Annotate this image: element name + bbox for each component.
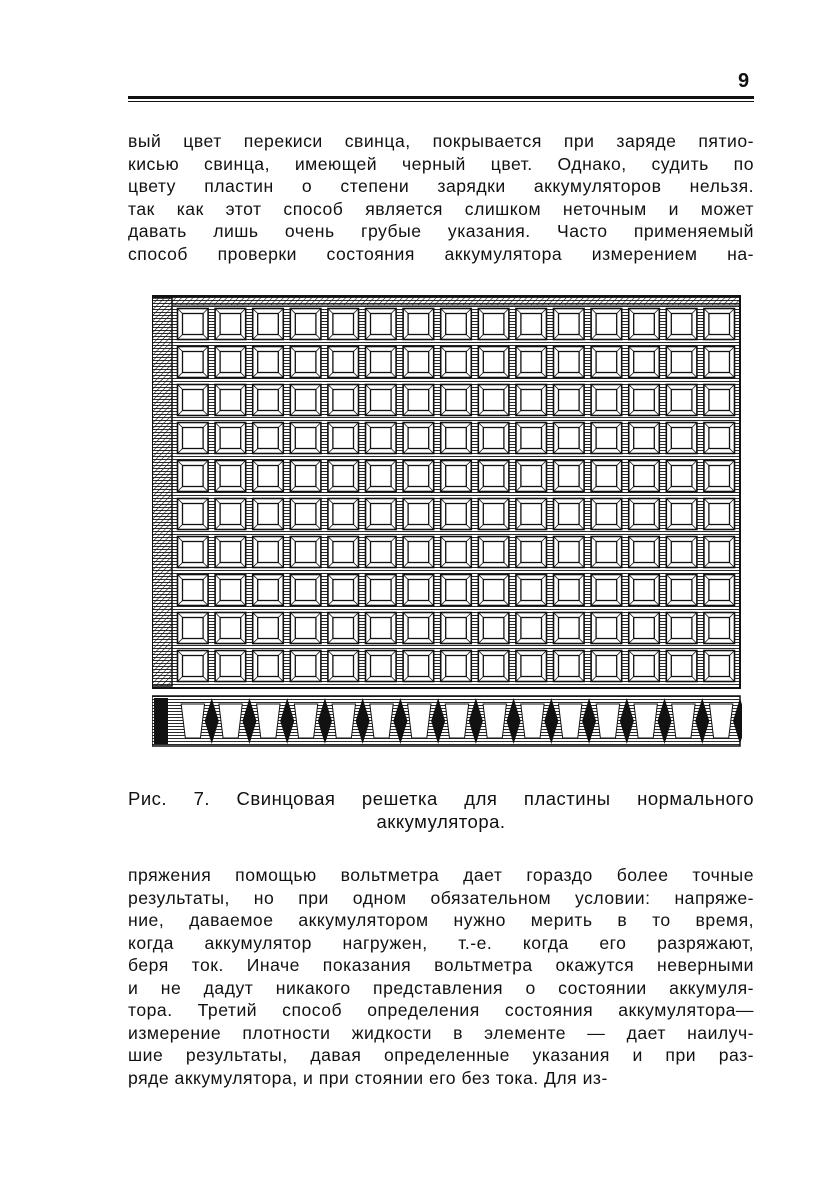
grid-cell bbox=[178, 651, 209, 682]
grid-cell bbox=[328, 537, 359, 568]
grid-cell bbox=[178, 461, 209, 492]
grid-cell bbox=[478, 309, 509, 340]
grid-cell bbox=[328, 461, 359, 492]
grid-cell bbox=[366, 423, 397, 454]
grid-cell bbox=[290, 461, 321, 492]
grid-cell bbox=[253, 423, 284, 454]
grid-cell bbox=[704, 385, 735, 416]
grid-cell bbox=[290, 575, 321, 606]
text-line: цвету пластин о степени зарядки аккумуляторов нельзя. bbox=[128, 176, 754, 196]
grid-cell bbox=[704, 347, 735, 378]
grid-cell bbox=[516, 575, 547, 606]
grid-cell bbox=[290, 309, 321, 340]
grid-cell bbox=[516, 499, 547, 530]
grid-cell bbox=[478, 461, 509, 492]
text-line: тора. Третий способ определения состояния аккумулятора— bbox=[128, 1000, 754, 1020]
grid-cell bbox=[441, 385, 472, 416]
grid-cell bbox=[478, 423, 509, 454]
grid-cell bbox=[290, 613, 321, 644]
grid-cell bbox=[328, 423, 359, 454]
grid-cell bbox=[366, 347, 397, 378]
text-line: пряжения помощью вольтметра дает гораздо более точные bbox=[128, 865, 754, 885]
grid-cell bbox=[666, 309, 697, 340]
grid-cell bbox=[591, 651, 622, 682]
grid-cell bbox=[478, 347, 509, 378]
grid-cell bbox=[629, 651, 660, 682]
grid-cell bbox=[178, 499, 209, 530]
grid-cell bbox=[516, 347, 547, 378]
grid-cell bbox=[366, 461, 397, 492]
grid-cell bbox=[441, 613, 472, 644]
profile-trapezoid bbox=[332, 704, 355, 738]
grid-cell bbox=[591, 537, 622, 568]
profile-trapezoid bbox=[521, 704, 544, 738]
grid-cell bbox=[328, 385, 359, 416]
grid-cell bbox=[328, 309, 359, 340]
grid-cell bbox=[478, 499, 509, 530]
grid-cell bbox=[478, 575, 509, 606]
grid-cell bbox=[591, 309, 622, 340]
lead-grid-illustration bbox=[152, 293, 742, 753]
grid-cell bbox=[441, 423, 472, 454]
grid-cell bbox=[629, 309, 660, 340]
grid-cell bbox=[215, 461, 246, 492]
grid-cell bbox=[253, 461, 284, 492]
grid-cell bbox=[215, 613, 246, 644]
grid-cell bbox=[516, 423, 547, 454]
grid-cell bbox=[290, 651, 321, 682]
grid-cell bbox=[554, 309, 585, 340]
profile-trapezoid bbox=[559, 704, 582, 738]
grid-cell bbox=[516, 537, 547, 568]
text-line: кисью свинца, имеющей черный цвет. Однако, судить по bbox=[128, 153, 754, 174]
grid-cell bbox=[178, 423, 209, 454]
grid-cell bbox=[704, 461, 735, 492]
grid-cell bbox=[554, 613, 585, 644]
profile-trapezoid bbox=[596, 704, 619, 738]
grid-cell bbox=[366, 385, 397, 416]
grid-cell bbox=[629, 385, 660, 416]
grid-cell bbox=[666, 499, 697, 530]
grid-cell bbox=[629, 575, 660, 606]
grid-cell bbox=[666, 537, 697, 568]
grid-cell bbox=[215, 575, 246, 606]
grid-cell bbox=[704, 575, 735, 606]
text-line: измерение плотности жидкости в элементе — дает наилуч- bbox=[128, 1022, 754, 1043]
grid-cell bbox=[403, 423, 434, 454]
grid-cell bbox=[629, 461, 660, 492]
grid-cell bbox=[366, 575, 397, 606]
grid-cell bbox=[215, 499, 246, 530]
caption-line: аккумулятора. bbox=[376, 811, 506, 832]
grid-cell bbox=[591, 575, 622, 606]
grid-cell bbox=[215, 309, 246, 340]
grid-cell bbox=[666, 575, 697, 606]
grid-cell bbox=[215, 537, 246, 568]
grid-cell bbox=[704, 613, 735, 644]
grid-cell bbox=[591, 461, 622, 492]
figure-lead-grid bbox=[152, 293, 742, 753]
text-line: результаты, но при одном обязательном условии: напряже- bbox=[128, 887, 754, 908]
grid-cell bbox=[704, 423, 735, 454]
grid-cell bbox=[253, 613, 284, 644]
paragraph-bottom bbox=[128, 864, 754, 1089]
grid-top-border bbox=[172, 296, 740, 305]
grid-cell bbox=[253, 537, 284, 568]
grid-cell bbox=[704, 651, 735, 682]
grid-cell bbox=[253, 575, 284, 606]
grid-left-border bbox=[152, 298, 172, 686]
grid-cell bbox=[629, 499, 660, 530]
grid-cell bbox=[629, 537, 660, 568]
grid-cell bbox=[478, 613, 509, 644]
page-number: 9 bbox=[738, 70, 750, 92]
profile-trapezoid bbox=[370, 704, 393, 738]
grid-cell bbox=[403, 499, 434, 530]
grid-cell bbox=[290, 423, 321, 454]
profile-trapezoid bbox=[219, 704, 242, 738]
grid-cell bbox=[403, 385, 434, 416]
text-line: и не дадут никакого представления о состоянии аккумуля- bbox=[128, 977, 754, 998]
grid-cell bbox=[591, 423, 622, 454]
grid-cell bbox=[290, 499, 321, 530]
grid-cell bbox=[366, 651, 397, 682]
grid-cell bbox=[403, 347, 434, 378]
grid-cell bbox=[629, 347, 660, 378]
profile-trapezoid bbox=[445, 704, 468, 738]
grid-cell bbox=[328, 347, 359, 378]
grid-cell bbox=[253, 385, 284, 416]
profile-trapezoid bbox=[181, 704, 204, 738]
grid-cell bbox=[403, 613, 434, 644]
text-line: беря ток. Иначе показания вольтметра окажутся неверными bbox=[128, 955, 754, 975]
text-line: когда аккумулятор нагружен, т.-е. когда его разряжают, bbox=[128, 932, 754, 953]
grid-cell bbox=[666, 385, 697, 416]
grid-cell bbox=[554, 385, 585, 416]
profile-end bbox=[154, 698, 168, 744]
grid-cell bbox=[554, 537, 585, 568]
figure-caption bbox=[128, 787, 754, 833]
grid-cell bbox=[591, 347, 622, 378]
grid-cell bbox=[666, 651, 697, 682]
profile-trapezoid bbox=[634, 704, 657, 738]
profile-trapezoid bbox=[408, 704, 431, 738]
grid-cell bbox=[441, 461, 472, 492]
profile-trapezoid bbox=[483, 704, 506, 738]
grid-cell bbox=[516, 309, 547, 340]
grid-cell bbox=[403, 575, 434, 606]
profile-trapezoid bbox=[294, 704, 317, 738]
grid-cell bbox=[441, 651, 472, 682]
grid-cell bbox=[478, 537, 509, 568]
grid-cell bbox=[441, 347, 472, 378]
grid-cell bbox=[253, 309, 284, 340]
grid-cell bbox=[328, 499, 359, 530]
grid-cell bbox=[366, 537, 397, 568]
text-line: так как этот способ является слишком неточным и может bbox=[128, 198, 754, 219]
grid-cell bbox=[478, 651, 509, 682]
grid-cell bbox=[554, 423, 585, 454]
grid-cell bbox=[441, 499, 472, 530]
grid-cell bbox=[253, 347, 284, 378]
grid-cell bbox=[591, 613, 622, 644]
grid-cell bbox=[629, 423, 660, 454]
grid-cell bbox=[704, 309, 735, 340]
grid-cell bbox=[441, 309, 472, 340]
grid-cell bbox=[704, 499, 735, 530]
grid-cell bbox=[178, 309, 209, 340]
grid-cell bbox=[704, 537, 735, 568]
grid-cell bbox=[178, 613, 209, 644]
grid-cell bbox=[290, 537, 321, 568]
grid-cell bbox=[215, 651, 246, 682]
grid-cell bbox=[516, 651, 547, 682]
grid-cell bbox=[215, 385, 246, 416]
profile-trapezoid bbox=[709, 704, 732, 738]
grid-cell bbox=[328, 575, 359, 606]
text-line: шие результаты, давая определенные указания и при раз- bbox=[128, 1045, 754, 1065]
grid-cell bbox=[403, 309, 434, 340]
grid-cell bbox=[328, 651, 359, 682]
caption-line: Рис. 7. Свинцовая решетка для пластины нормального bbox=[128, 788, 754, 809]
grid-cell bbox=[403, 461, 434, 492]
grid-cell bbox=[178, 537, 209, 568]
grid-cell bbox=[253, 499, 284, 530]
grid-cell bbox=[666, 347, 697, 378]
text-line: ние, даваемое аккумулятором нужно мерить в то время, bbox=[128, 910, 754, 930]
grid-cell bbox=[366, 499, 397, 530]
grid-cell bbox=[178, 575, 209, 606]
grid-cell bbox=[215, 347, 246, 378]
grid-cell bbox=[666, 613, 697, 644]
grid-cell bbox=[366, 613, 397, 644]
grid-cell bbox=[441, 575, 472, 606]
grid-cell bbox=[403, 651, 434, 682]
paragraph-top bbox=[128, 130, 754, 265]
grid-cell bbox=[666, 461, 697, 492]
profile-trapezoid bbox=[257, 704, 280, 738]
grid-cell bbox=[554, 499, 585, 530]
grid-cell bbox=[629, 613, 660, 644]
grid-cell bbox=[516, 461, 547, 492]
grid-cell bbox=[591, 385, 622, 416]
grid-cell bbox=[290, 385, 321, 416]
grid-cell bbox=[253, 651, 284, 682]
grid-cell bbox=[554, 651, 585, 682]
grid-cell bbox=[516, 385, 547, 416]
grid-cell bbox=[666, 423, 697, 454]
grid-cell bbox=[366, 309, 397, 340]
grid-cell bbox=[516, 613, 547, 644]
grid-cell bbox=[290, 347, 321, 378]
grid-cell bbox=[178, 385, 209, 416]
grid-cell bbox=[478, 385, 509, 416]
text-line: способ проверки состояния аккумулятора измерением на- bbox=[128, 243, 754, 264]
grid-cell bbox=[554, 347, 585, 378]
grid-cell bbox=[591, 499, 622, 530]
grid-cell bbox=[328, 613, 359, 644]
grid-cell bbox=[215, 423, 246, 454]
grid-cell bbox=[554, 575, 585, 606]
text-line: вый цвет перекиси свинца, покрывается при заряде пятио- bbox=[128, 131, 754, 151]
grid-cell bbox=[441, 537, 472, 568]
text-line: ряде аккумулятора, и при стоянии его без тока. Для из- bbox=[128, 1067, 608, 1088]
profile-trapezoid bbox=[672, 704, 695, 738]
grid-cell bbox=[554, 461, 585, 492]
grid-cell bbox=[403, 537, 434, 568]
grid-cell bbox=[178, 347, 209, 378]
text-line: давать лишь очень грубые указания. Часто применяемый bbox=[128, 221, 754, 241]
header-rule bbox=[128, 96, 754, 102]
